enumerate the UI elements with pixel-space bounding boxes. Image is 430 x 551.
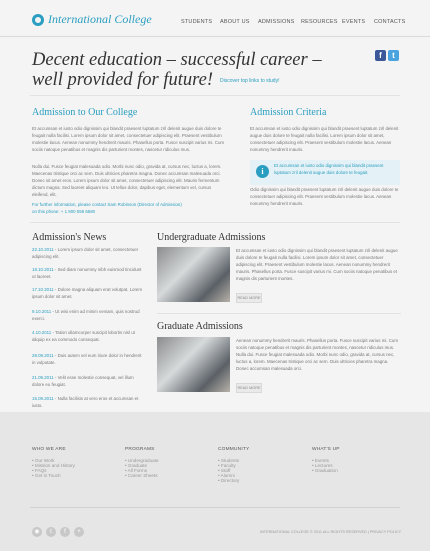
footer-link[interactable]: • Lectures [312,463,340,468]
logo-icon[interactable] [32,14,44,26]
nav-contacts[interactable]: CONTACTS [374,19,406,25]
footer-link[interactable]: • Events [312,458,340,463]
grad-title: Graduate Admissions [157,321,243,332]
footer-link[interactable]: • Graduation [312,468,340,473]
news-date: 28.09.2011 [32,353,54,358]
twitter-icon[interactable]: t [46,527,56,537]
footer-link[interactable]: • FAQs [32,468,75,473]
news-text: - Duis autem vel eum iriure dolor in hendrerit in vulputate. [32,353,142,365]
news-item[interactable] [32,352,145,374]
news-text: - Ut wisi enim ad minim veniam, quis nostrud exerci. [32,309,140,321]
news-item[interactable] [32,374,145,395]
hero-link[interactable]: Discover top links to study! [220,78,280,84]
grad-text: Aenean nonummy hendrerit mauris. Phasellus porta. Fusce suscipit varius mi. Cum sociis natoque penatibus et magnis dis parturient montes, nascetur ridiculus mus. Nulla dui. Fusce feugiat malesuada odio. Morbi nunc odio, gravida at, cursus nec, luctus a, lorem. Maecenas tristique orci ac sem. Duis ultricies pharetra magna. Donec accumsan malesuada orci. [236,338,399,371]
admission-contact-info: For further information, please contact Sam Robinson (Director of Admission) [32,202,182,207]
footer-link[interactable]: • Our Work [32,458,75,463]
undergrad-text: Et accumsan et iusto odio dignissim qui blandit praesent luptatum zril delenit augue duis dolore te feugait nulla facilisi. Lorem ipsum dolor sit amet, consectetuer adipiscing elit. Praesent vestibulum molestie lacus. Aenean nonummy hendrerit mauris. Phasellus porta. Fusce suscipit varius mi. Cum sociis natoque penatibus et magnis dis parturient montes. [236,248,398,281]
criteria-title: Admission Criteria [250,107,327,118]
admission-paragraph-2: Nulla dui. Fusce feugiat malesuada odio. Morbi nunc odio, gravida at, cursus nec, luctus a, lorem. Maecenas tristique orci ac sem. Duis ultricies pharetra magna. Donec accumsan malesuada orci. Donec sit amet eros. Lorem ipsum dolor sit amet, consectetuer adipiscing elit. Mauris fermentum dictum magna. Sed laoreet aliquam leo. Ut tellus dolor, dapibus eget, elementum vel, cursus eleifend, elit. [32,164,222,197]
news-date: 22.10.2011 [32,247,54,252]
plus-icon[interactable]: + [74,527,84,537]
footer-link[interactable]: • Mission and History [32,463,75,468]
criteria-paragraph-1: Et accumsan et iusto odio dignissim qui blandit praesent luptatum zril delenit augue duis dolore te feugait nulla facilisi. Lorem ipsum dolor sit amet, consectetuer adipiscing elit. Praesent vestibulum molestie lacus. Aenean nonummy hendrerit mauris. [250,126,399,152]
news-date: 18.10.2011 [32,267,54,272]
news-item[interactable] [32,308,145,329]
grad-read-more-button[interactable]: READ MORE [236,383,262,393]
news-title: Admission's News [32,232,107,243]
footer-col-community [218,447,249,483]
nav-events[interactable]: EVENTS [342,19,366,25]
rss-icon[interactable]: ◉ [32,527,42,537]
admission-contact-phone: on this phone: + 1 800 559 6580 [32,209,96,214]
footer-link[interactable]: • Undergraduate [125,458,159,463]
news-date: 17.10.2011 [32,287,54,292]
news-item[interactable] [32,395,145,413]
undergrad-title: Undergraduate Admissions [157,232,266,243]
footer-col-whats-up [312,447,340,473]
hero-line-2: well provided for future! [32,70,214,90]
news-text: - Velit esse molestie consequat, vel illum dolore eu feugiat. [32,375,134,387]
footer-link[interactable]: • Staff [218,468,249,473]
facebook-icon[interactable]: f [60,527,70,537]
news-item[interactable] [32,286,145,308]
news-date: 15.09.2011 [32,396,54,401]
news-date: 21.09.2011 [32,375,54,380]
news-list [32,246,145,413]
header-divider [0,36,430,37]
grad-photo [157,337,230,392]
footer-heading: WHO WE ARE [32,447,66,452]
copyright: INTERNATIONAL COLLEGE © 2011 ALL RIGHTS RESERVED | PRIVACY POLICY [260,530,402,534]
admission-title: Admission to Our College [32,107,138,118]
news-item[interactable] [32,246,145,266]
footer-link[interactable]: • Faculty [218,463,249,468]
footer-link[interactable]: • All Forms [125,468,159,473]
footer-heading: COMMUNITY [218,447,250,452]
footer-col-who-we-are [32,447,75,478]
undergrad-photo [157,247,230,302]
news-text: - Dolore magna aliquam erat volutpat. Lorem ipsum dolor sit amet. [32,287,143,299]
criteria-paragraph-2: Odio dignissim qui blandit praesent luptatum zril delenit augue duis dolore te consectetuer adipiscing elit. Praesent vestibulum molestie lacus. Aenean nonummy hendrerit mauris. [250,187,399,206]
news-text: - Nulla facilisis at vero eros et accumsan et iusto. [32,396,139,408]
info-icon: i [256,165,269,178]
logo[interactable]: International College [48,12,152,26]
hero-divider [30,95,400,96]
footer-divider [30,507,400,508]
news-date: 4.10.2011 [32,330,52,335]
news-item[interactable] [32,329,145,352]
footer-link[interactable]: • Career Sheets [125,473,159,478]
footer-link[interactable]: • Alumni [218,473,249,478]
news-item[interactable] [32,266,145,286]
hero-line-1: Decent education – successful career – [32,50,322,70]
admission-paragraph-1: Et accumsan et iusto odio dignissim qui blandit praesent luptatum zril delenit augue duis dolore te feugait nulla facilisi. Lorem ipsum dolor sit amet, consectetuer adipiscing elit. Praesent vestibulum molestie lacus. Aenean nonummy hendrerit mauris. Phasellus porta. Fusce suscipit varius mi. Cum sociis natoque penatibus et magnis dis parturient montes, nascetur ridiculus mus. [32,126,225,152]
twitter-icon[interactable]: t [388,50,399,61]
hero-slogan [32,50,322,90]
footer-heading: WHAT'S UP [312,447,340,452]
nav-resources[interactable]: RESOURCES [301,19,338,25]
footer-link[interactable]: • Students [218,458,249,463]
news-text: - Tation ullamcorper suscipit lobortis nisl ut aliquip ex ea commodo consequat. [32,330,135,342]
nav-students[interactable]: STUDENTS [181,19,213,25]
news-text: - Sed diam nonummy nibh euismod tincidunt ut laoreet. [32,267,142,279]
footer-link[interactable]: • Directory [218,478,249,483]
section-divider [30,222,400,223]
criteria-info-text: Et accumsan et iusto odio dignissim qui blandit praesent luptatum zril delenit augue duis dolore te feugait. [274,163,384,175]
footer-link[interactable]: • Get in Touch [32,473,75,478]
nav-admissions[interactable]: ADMISSIONS [258,19,295,25]
facebook-icon[interactable]: f [375,50,386,61]
footer-link[interactable]: • Graduate [125,463,159,468]
nav-about-us[interactable]: ABOUT US [220,19,250,25]
footer-heading: PROGRAMS [125,447,155,452]
undergrad-read-more-button[interactable]: READ MORE [236,293,262,303]
footer-col-programs [125,447,159,478]
news-date: 9.10.2011 [32,309,52,314]
news-text: - Lorem ipsum dolor sit amet, consectetuer adipiscing elit. [32,247,139,259]
undergrad-divider [157,313,401,314]
